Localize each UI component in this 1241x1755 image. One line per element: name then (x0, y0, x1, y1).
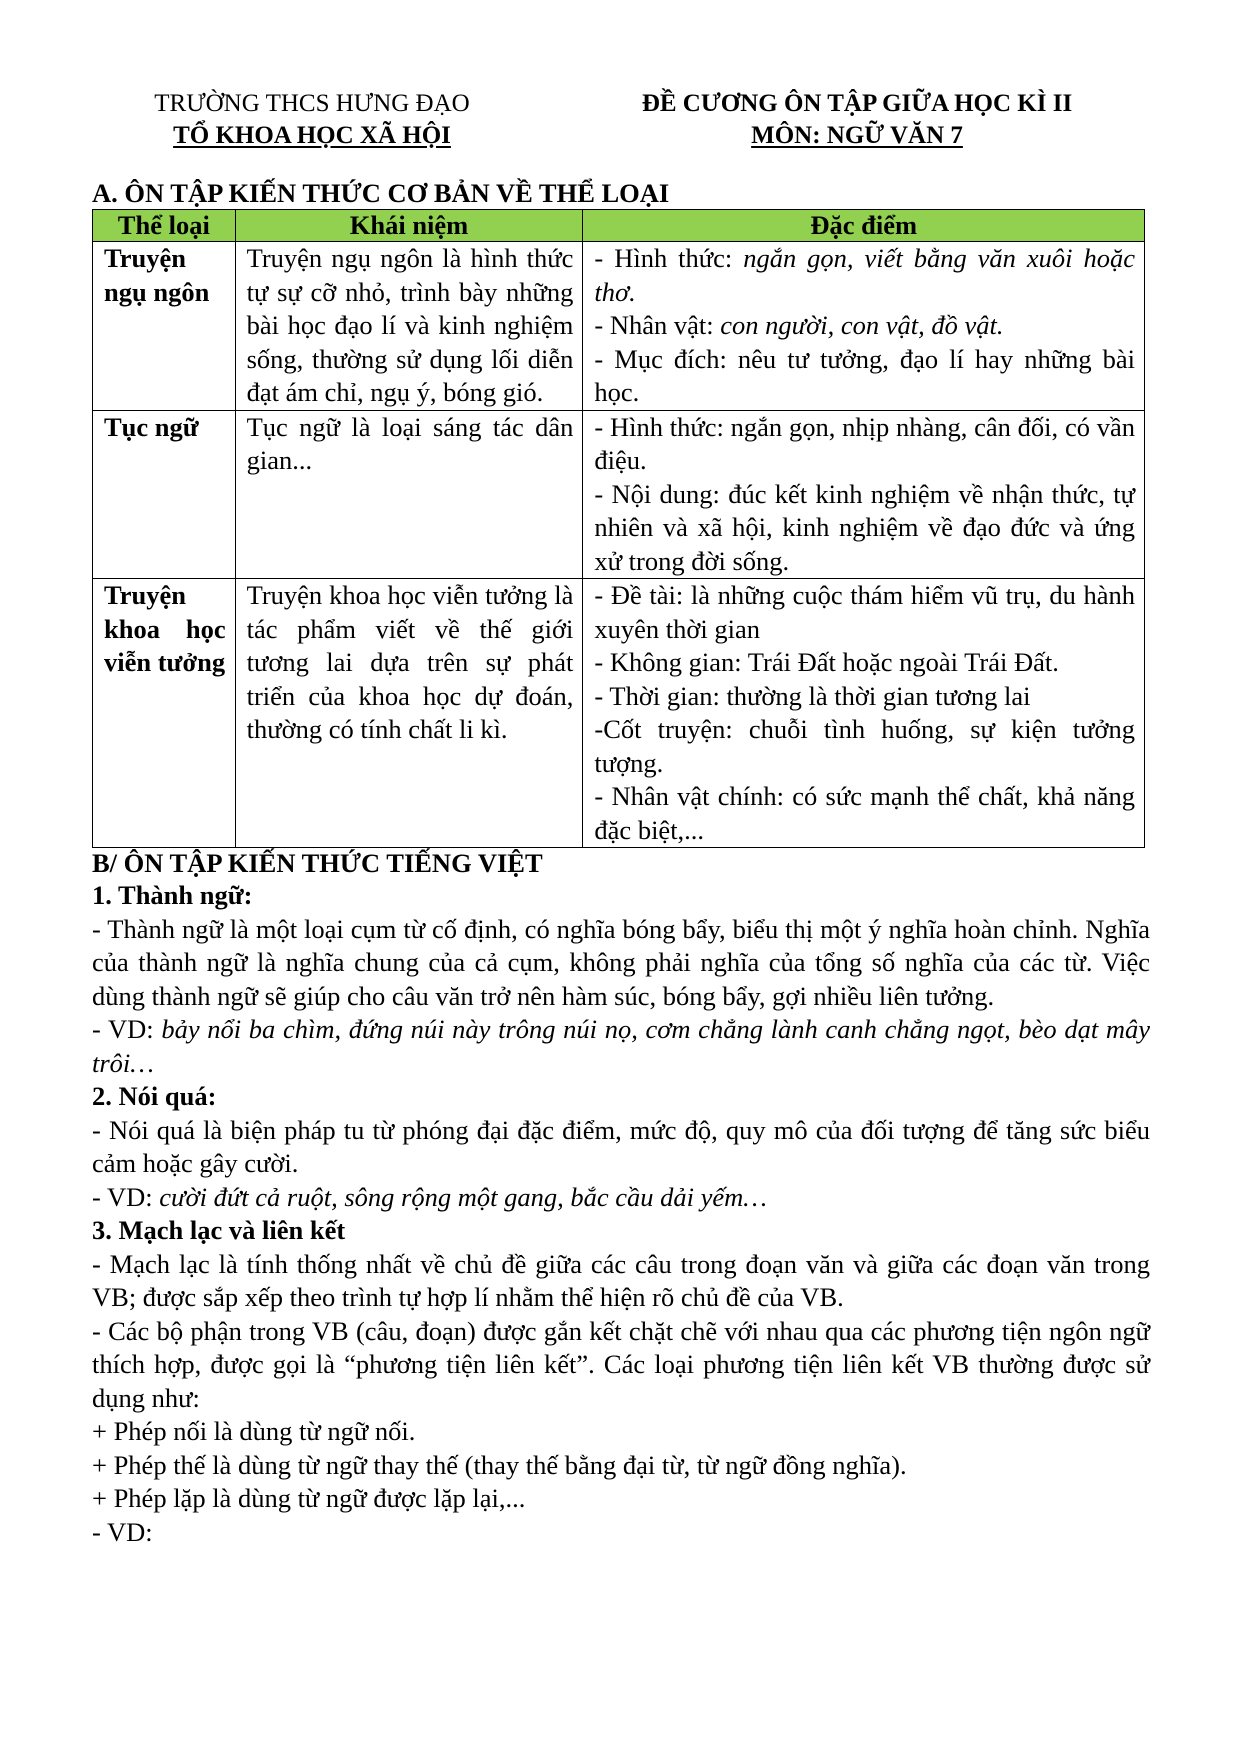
subject-name (562, 120, 1152, 152)
genre-cell: Truyện khoa học viễn tưởng (93, 579, 236, 848)
concept-cell: Tục ngữ là loại sáng tác dân gian... (235, 410, 583, 579)
feature-line (594, 411, 1135, 478)
coherence-definition: - Mạch lạc là tính thống nhất về chủ đề giữa các câu trong đoạn văn và giữa các đoạn văn trong VB; được sắp xếp theo trình tự hợp lí nhằm thể hiện rõ chủ đề của VB. (92, 1248, 1150, 1312)
cohesion-item-conjunction: + Phép nối là dùng từ ngữ nối. (92, 1416, 416, 1446)
feature-line (594, 680, 1135, 714)
feature-label: - Nhân vật chính: có sức mạnh thể chất, khả năng đặc biệt,... (594, 781, 1135, 845)
feature-line (594, 713, 1135, 780)
concept-cell: Truyện khoa học viễn tưởng là tác phẩm viết về thế giới tương lai dựa trên sự phát triển của khoa học dự đoán, thường có tính chất li kì. (235, 579, 583, 848)
features-cell (583, 242, 1145, 411)
hyperbole-title: 2. Nói quá: (92, 1081, 217, 1111)
feature-line (594, 242, 1135, 309)
cohesion-definition: - Các bộ phận trong VB (câu, đoạn) được gắn kết chặt chẽ với nhau qua các phương tiện ngôn ngữ thích hợp, được gọi là “phương tiện liên kết”. Các loại phương tiện liên kết VB thường được sử dụng như: (92, 1315, 1150, 1413)
feature-line (594, 478, 1135, 579)
section-b-heading: B/ ÔN TẬP KIẾN THỨC TIẾNG VIỆT (92, 848, 543, 878)
feature-line (594, 646, 1135, 680)
section-a-heading: A. ÔN TẬP KIẾN THỨC CƠ BẢN VỀ THỂ LOẠI (92, 178, 670, 208)
feature-label: - Nội dung: đúc kết kinh nghiệm về nhận thức, tự nhiên và xã hội, kinh nghiệm về đạo đức và ứng xử trong đời sống. (594, 478, 1135, 576)
hyperbole-example (92, 1181, 1150, 1215)
column-header-genre: Thể loại (93, 210, 236, 242)
features-cell (583, 579, 1145, 848)
feature-label: - Hình thức: (594, 243, 744, 273)
feature-label: -Cốt truyện: chuỗi tình huống, sự kiện tưởng tượng. (594, 714, 1135, 778)
idiom-example-text: bảy nổi ba chìm, đứng núi này trông núi nọ, cơm chẳng lành canh chẳng ngọt, bèo dạt mây trôi… (92, 1014, 1150, 1078)
feature-line (594, 780, 1135, 847)
header-right (562, 88, 1152, 152)
feature-value: con người, con vật, đồ vật. (720, 310, 1004, 340)
cohesion-item-repetition: + Phép lặp là dùng từ ngữ được lặp lại,... (92, 1483, 526, 1513)
idiom-example (92, 1013, 1150, 1080)
feature-label: - Đề tài: là những cuộc thám hiểm vũ trụ, du hành xuyên thời gian (594, 580, 1135, 644)
hyperbole-example-text: cười đứt cả ruột, sông rộng một gang, bắc cầu dải yếm… (159, 1181, 767, 1212)
genre-table (92, 209, 1145, 848)
hyperbole-definition: - Nói quá là biện pháp tu từ phóng đại đặc điểm, mức độ, quy mô của đối tượng để tăng sức biểu cảm hoặc gây cười. (92, 1114, 1150, 1178)
features-cell (583, 410, 1145, 579)
coherence-title: 3. Mạch lạc và liên kết (92, 1215, 346, 1245)
cohesion-item-substitution: + Phép thế là dùng từ ngữ thay thế (thay thế bằng đại từ, từ ngữ đồng nghĩa). (92, 1449, 907, 1480)
column-header-concept: Khái niệm (235, 210, 583, 242)
table-row (93, 410, 1145, 579)
table-row (93, 242, 1145, 411)
document-title: ĐỀ CƯƠNG ÔN TẬP GIỮA HỌC KÌ II (641, 90, 1073, 117)
feature-line (594, 343, 1135, 410)
feature-label: - Không gian: Trái Đất hoặc ngoài Trái Đất. (594, 647, 1059, 677)
feature-label: - Mục đích: nêu tư tưởng, đạo lí hay những bài học. (594, 343, 1135, 407)
subject-text: MÔN: NGỮ VĂN 7 (751, 122, 963, 149)
genre-cell: Truyện ngụ ngôn (93, 242, 236, 411)
table-body (93, 242, 1145, 848)
document-header (92, 88, 1150, 156)
section-b (92, 848, 1150, 1549)
column-header-features: Đặc điểm (583, 210, 1145, 242)
idiom-title: 1. Thành ngữ: (92, 880, 253, 910)
example-label: - VD: (92, 1014, 162, 1044)
feature-line (594, 309, 1135, 343)
feature-line (594, 579, 1135, 646)
table-header-row (93, 210, 1145, 242)
concept-cell: Truyện ngụ ngôn là hình thức tự sự cỡ nhỏ, trình bày những bài học đạo lí và kinh nghiệm sống, thường sử dụng lối diễn đạt ám chỉ, ngụ ý, bóng gió. (235, 242, 583, 411)
department-name: TỔ KHOA HỌC XÃ HỘI (173, 122, 451, 149)
table-row (93, 579, 1145, 848)
feature-label: - Thời gian: thường là thời gian tương lai (594, 680, 1031, 711)
school-name: TRƯỜNG THCS HƯNG ĐẠO (154, 90, 470, 117)
example-label: - VD: (92, 1181, 160, 1212)
feature-label: - Nhân vật: (594, 310, 721, 340)
document-page (92, 88, 1150, 1549)
feature-label: - Hình thức: ngắn gọn, nhịp nhàng, cân đối, có vần điệu. (594, 411, 1135, 475)
genre-cell: Tục ngữ (93, 410, 236, 579)
cohesion-example: - VD: (92, 1516, 153, 1547)
idiom-definition: - Thành ngữ là một loại cụm từ cố định, có nghĩa bóng bẩy, biểu thị một ý nghĩa hoàn chỉnh. Nghĩa của thành ngữ là nghĩa chung của cả cụm, không phải nghĩa của tổng số nghĩa của các từ. Việc dùng thành ngữ sẽ giúp cho câu văn trở nên hàm súc, bóng bẩy, gợi nhiều liên tưởng. (92, 913, 1150, 1011)
header-left (92, 88, 532, 152)
feature-value: ngắn gọn, viết bằng văn xuôi hoặc thơ. (594, 243, 1135, 307)
